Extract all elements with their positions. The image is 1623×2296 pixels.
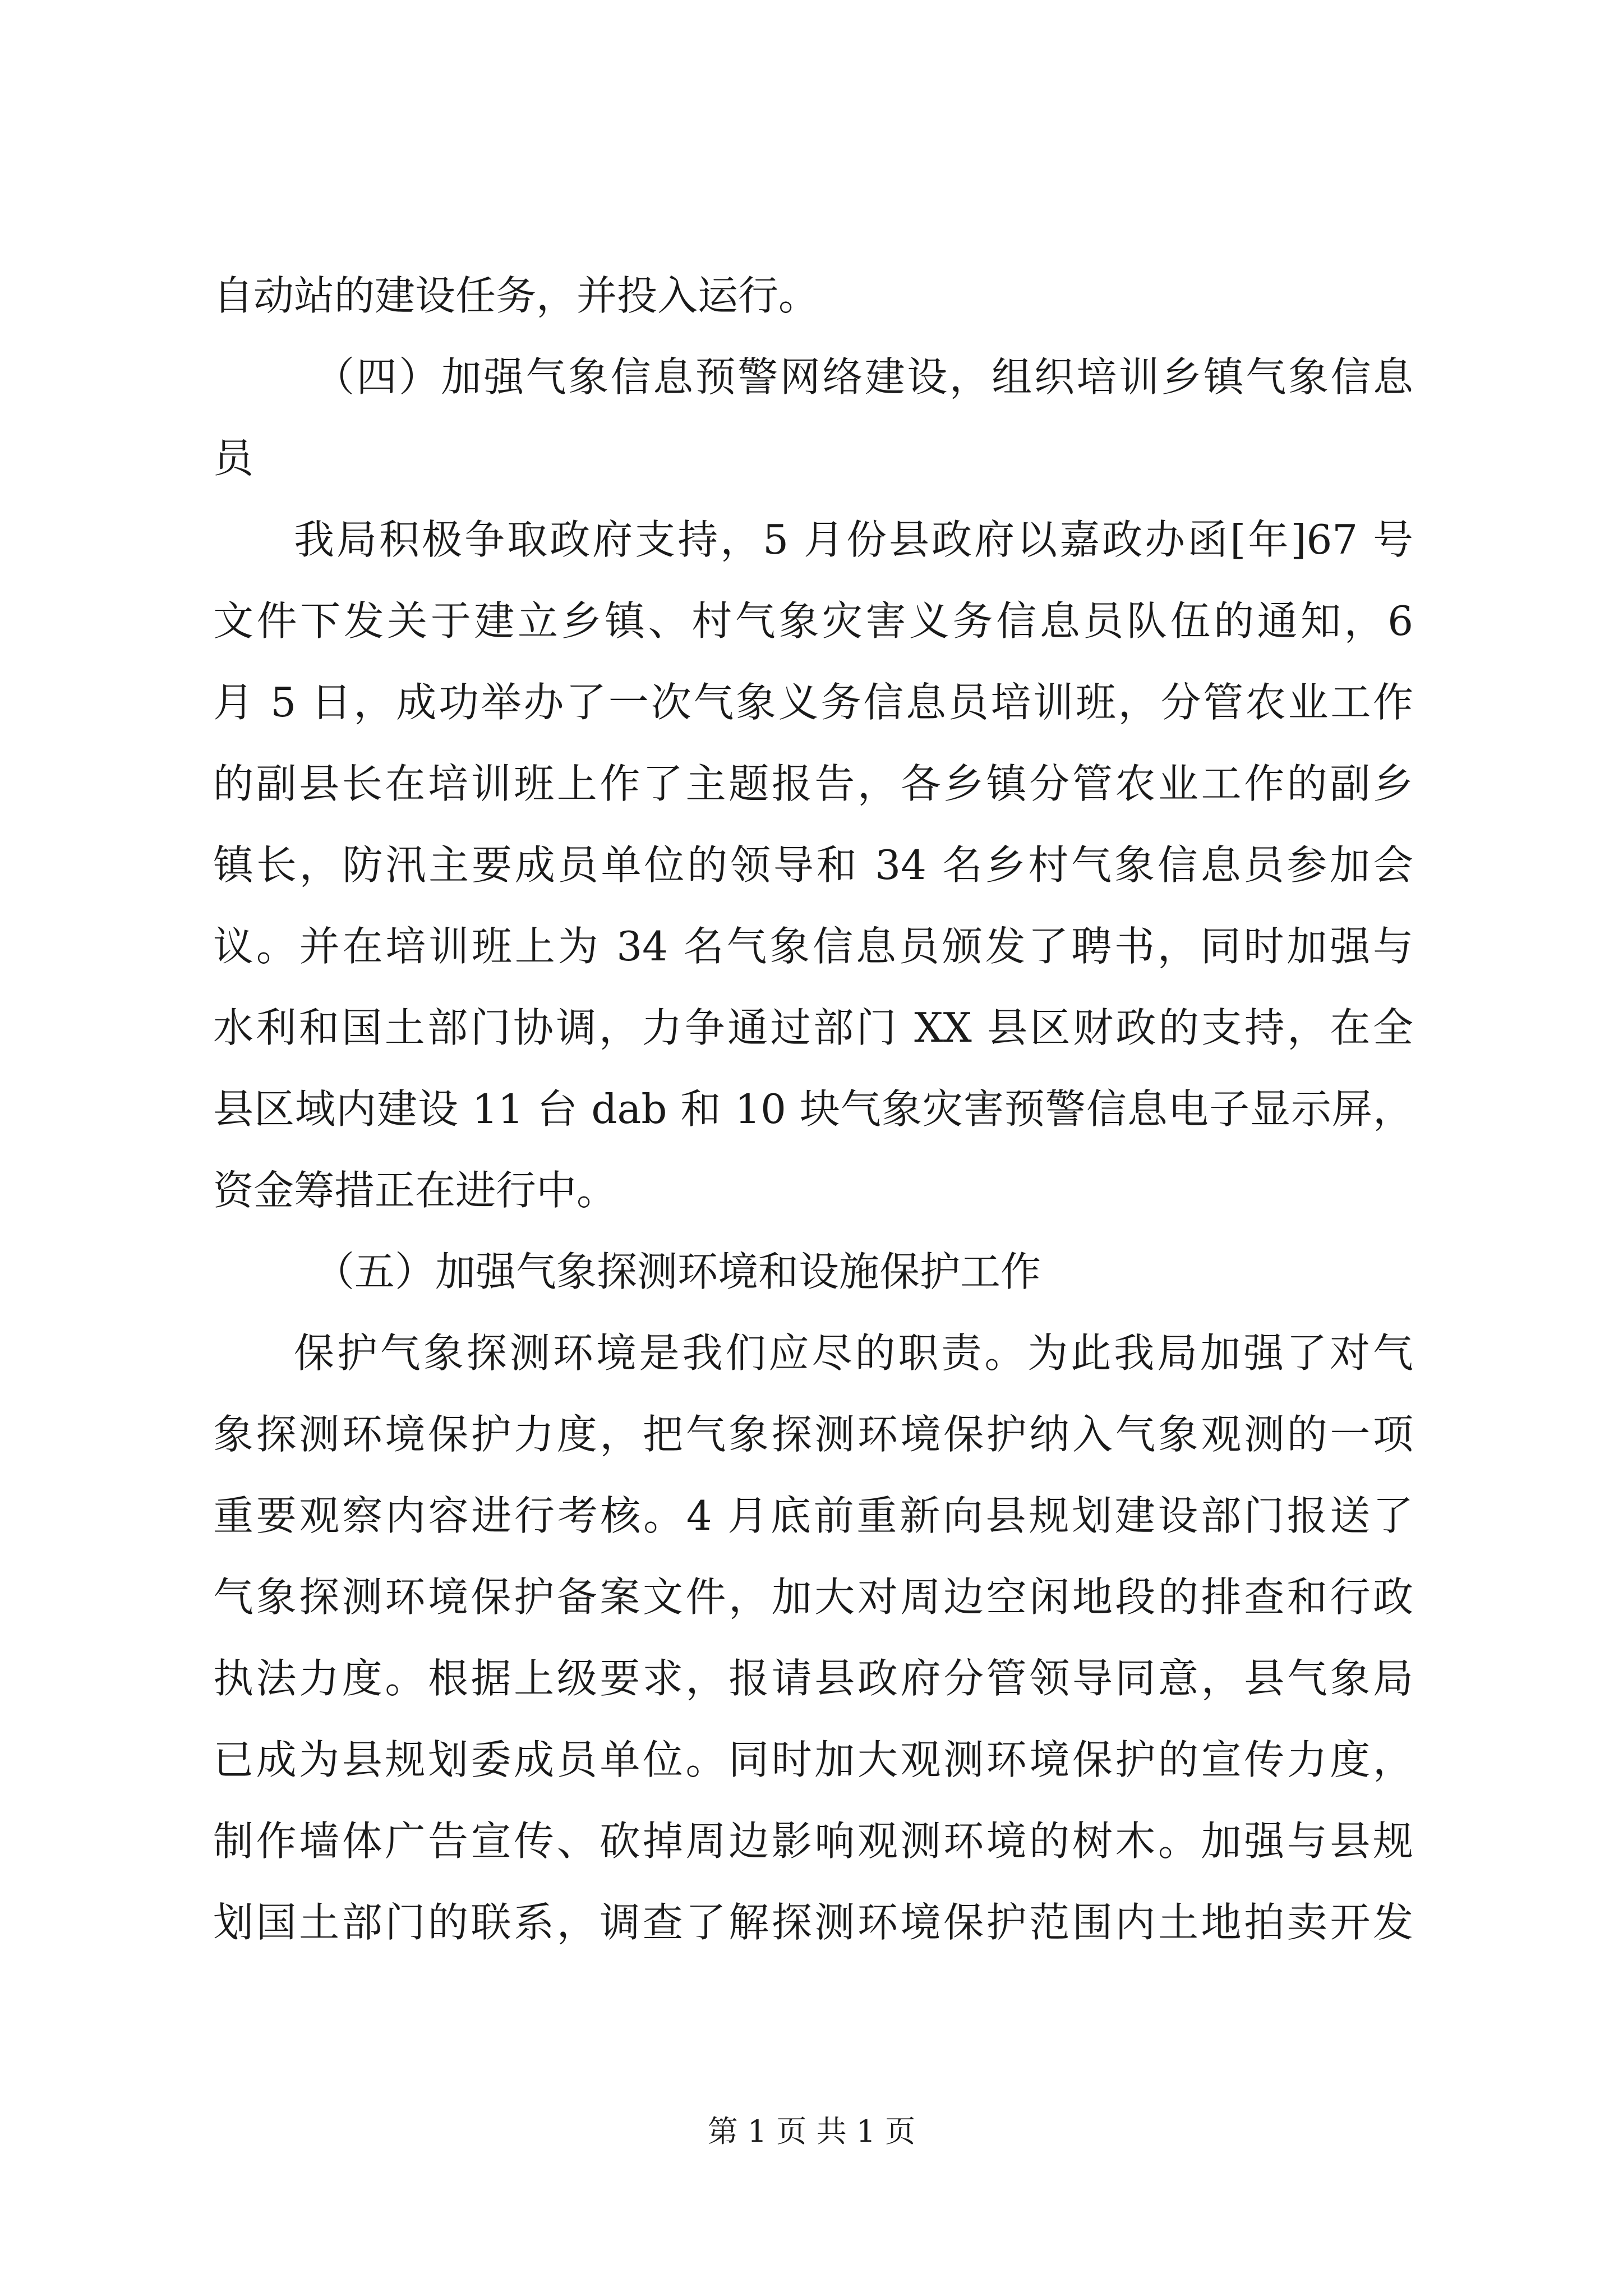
paragraph-line: 保护气象探测环境是我们应尽的职责。为此我局加强了对气 — [294, 1329, 1413, 1377]
paragraph-line: 镇长，防汛主要成员单位的领导和 34 名乡村气象信息员参加会 — [213, 841, 1413, 889]
section-heading-4: （四）加强气象信息预警网络建设，组织培训乡镇气象信息 — [314, 353, 1413, 401]
paragraph-line: 议。并在培训班上为 34 名气象信息员颁发了聘书，同时加强与 — [213, 923, 1413, 970]
paragraph-line: 划国土部门的联系，调查了解探测环境保护范围内土地拍卖开发 — [213, 1899, 1413, 1946]
paragraph-line: 文件下发关于建立乡镇、村气象灾害义务信息员队伍的通知，6 — [213, 597, 1413, 645]
paragraph-line: 水利和国土部门协调，力争通过部门 XX 县区财政的支持，在全 — [213, 1004, 1413, 1051]
paragraph-line: 执法力度。根据上级要求，报请县政府分管领导同意，县气象局 — [213, 1655, 1413, 1702]
section-heading-4-continued: 员 — [213, 435, 254, 482]
page-footer — [0, 2112, 1623, 2151]
paragraph-line: 的副县长在培训班上作了主题报告，各乡镇分管农业工作的副乡 — [213, 760, 1413, 807]
section-heading-5: （五）加强气象探测环境和设施保护工作 — [314, 1248, 1041, 1295]
paragraph-line: 自动站的建设任务，并投入运行。 — [213, 272, 819, 319]
paragraph-line: 县区域内建设 11 台 dab 和 10 块气象灾害预警信息电子显示屏， — [213, 1085, 1413, 1133]
document-body — [213, 255, 1413, 1963]
paragraph-line: 气象探测环境保护备案文件，加大对周边空闲地段的排查和行政 — [213, 1573, 1413, 1621]
paragraph-line: 资金筹措正在进行中。 — [213, 1167, 617, 1214]
page-number-label: 第 1 页 共 1 页 — [707, 2114, 916, 2149]
paragraph-line: 重要观察内容进行考核。4 月底前重新向县规划建设部门报送了 — [213, 1492, 1413, 1539]
paragraph-line: 象探测环境保护力度，把气象探测环境保护纳入气象观测的一项 — [213, 1411, 1413, 1458]
paragraph-line: 我局积极争取政府支持，5 月份县政府以嘉政办函[年]67 号 — [294, 516, 1413, 563]
paragraph-line: 已成为县规划委成员单位。同时加大观测环境保护的宣传力度， — [213, 1736, 1413, 1783]
paragraph-line: 制作墙体广告宣传、砍掉周边影响观测环境的树木。加强与县规 — [213, 1818, 1413, 1865]
paragraph-line: 月 5 日，成功举办了一次气象义务信息员培训班，分管农业工作 — [213, 679, 1413, 726]
